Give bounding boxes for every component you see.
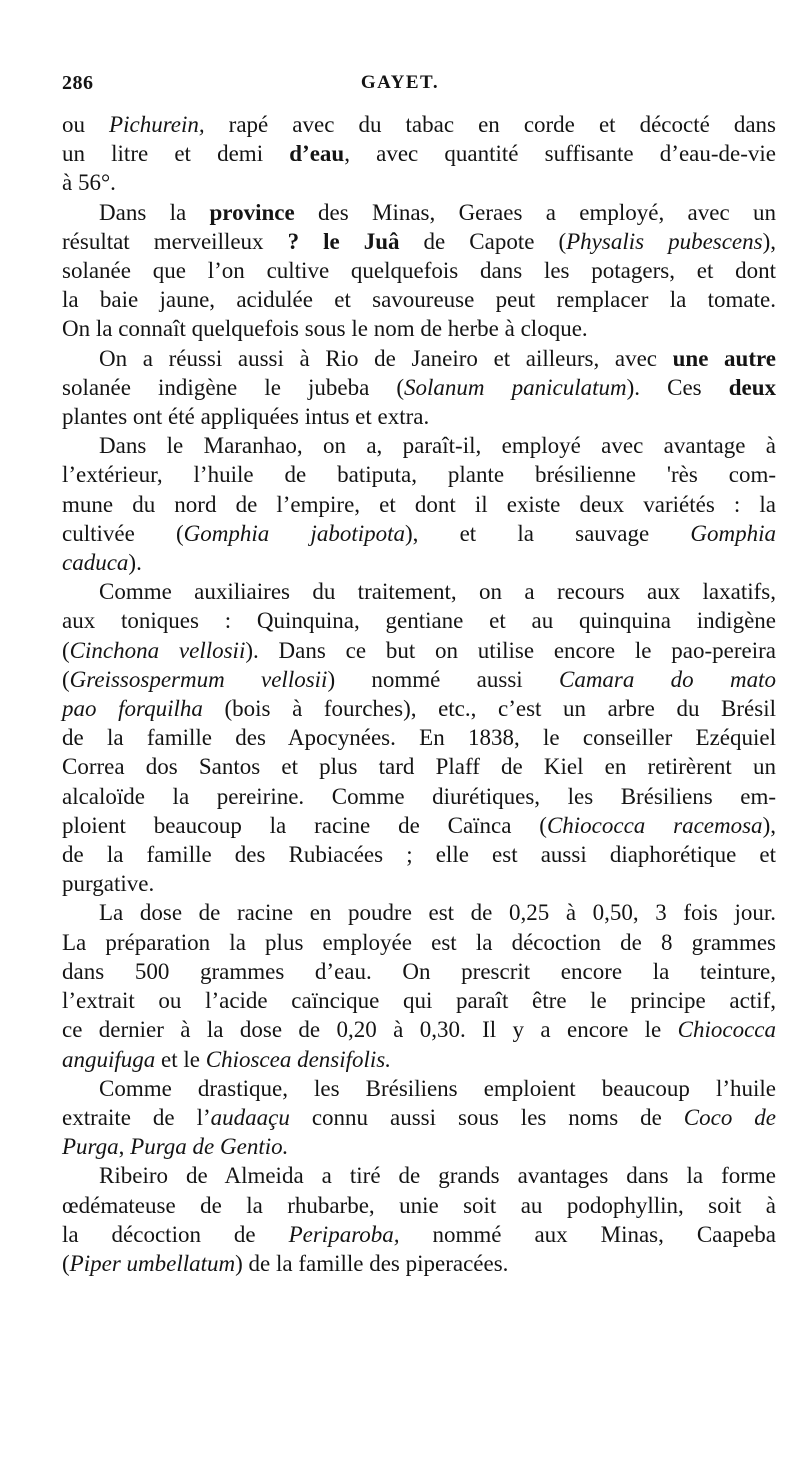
bold-text: deux (728, 374, 776, 400)
text-run: dans 500 grammes d’eau. On prescrit encore la teinture, (62, 958, 776, 984)
text-run: Dans le Maranhao, on a, paraît-il, employé avec avantage à (99, 433, 776, 459)
text-run: de la famille des Rubiacées ; elle est aussi diaphorétique et (62, 842, 776, 868)
text-line (62, 139, 776, 168)
text-run: Dans la (99, 199, 210, 225)
text-run: Correa dos Santos et plus tard Plaff de Kiel en retirèrent un (62, 754, 776, 780)
text-run: ). Dans ce but on utilise encore le pao-pereira (245, 637, 776, 663)
text-run: l’extrait ou l’acide caïncique qui paraît être le principe actif, (62, 988, 776, 1014)
text-run: cultivée ( (62, 520, 184, 546)
text-run: mune du nord de l’empire, et dont il existe deux variétés : la (62, 491, 776, 517)
text-line (62, 314, 776, 343)
text-run: ), (762, 228, 777, 254)
text-run: aux toniques : Quinquina, gentiane et au quinquina indigène (62, 608, 776, 634)
italic-text: Cinchona vellosii (69, 637, 246, 663)
text-line (62, 1103, 776, 1132)
text-run: solanée que l’on cultive quelquefois dans les potagers, et dont (62, 258, 776, 284)
italic-text: anguifuga (62, 1046, 156, 1072)
text-line (62, 577, 776, 606)
italic-text: Pichurein, (109, 112, 205, 137)
bold-text: province (209, 199, 295, 225)
text-line (62, 1249, 776, 1278)
text-run: nommé aux Minas, Caapeba (399, 1221, 776, 1247)
italic-text: Solanum paniculatum (404, 374, 627, 400)
text-line (62, 811, 776, 840)
italic-text: pao forquilha (62, 696, 203, 722)
text-run: ( (62, 666, 70, 692)
text-run: On a réussi aussi à Rio de Janeiro et ailleurs, avec (99, 345, 673, 371)
text-line (62, 782, 776, 811)
text-line (62, 606, 776, 635)
text-line (62, 986, 776, 1015)
text-run: ou (62, 112, 110, 137)
text-run: résultat merveilleux (62, 228, 288, 254)
text-line (62, 373, 776, 402)
text-run: rapé avec du tabac en corde et décocté dans (204, 112, 777, 137)
text-line (62, 752, 776, 781)
text-run: de la famille des Apocynées. En 1838, le conseiller Ezéquiel (62, 725, 776, 751)
bold-text: ? le Juâ (287, 228, 400, 254)
italic-text: Chiococca racemosa (546, 812, 763, 838)
text-run: solanée indigène le jubeba ( (62, 374, 405, 400)
italic-text: caduca (62, 550, 129, 576)
text-run: , (118, 1134, 131, 1160)
text-line (62, 1074, 776, 1103)
text-run: (bois à fourches), etc., c’est un arbre du Brésil (202, 696, 776, 722)
italic-text: Purga (62, 1134, 119, 1160)
text-line (62, 490, 776, 519)
text-run: , avec quantité suffisante d’eau-de-vie (344, 141, 776, 167)
text-line (62, 168, 776, 197)
text-line (62, 344, 776, 373)
text-line (62, 460, 776, 489)
text-line (62, 548, 776, 577)
text-line (62, 1161, 776, 1190)
text-run: Comme auxiliaires du traitement, on a recours aux laxatifs, (99, 579, 776, 605)
text-run: ( (62, 1250, 70, 1276)
text-line (62, 110, 776, 139)
text-run: des Minas, Geraes a employé, avec un (294, 199, 776, 225)
text-run: ). (128, 550, 142, 576)
text-run: de Capote ( (399, 228, 567, 254)
text-line (62, 928, 776, 957)
text-run: extraite de l’ (62, 1104, 211, 1130)
text-run: Ribeiro de Almeida a tiré de grands avantages dans la forme (99, 1163, 776, 1189)
italic-text: Gomphia (690, 520, 777, 546)
italic-text: Gomphia jabotipota (183, 520, 405, 546)
text-line (62, 869, 776, 898)
text-run: purgative. (62, 871, 155, 897)
text-line (62, 840, 776, 869)
italic-text: Periparoba, (288, 1221, 400, 1247)
text-run: œdémateuse de la rhubarbe, unie soit au podophyllin, soit à (62, 1192, 776, 1218)
text-run: ) nommé aussi (327, 666, 559, 692)
text-run: connu aussi sous les noms de (289, 1104, 684, 1130)
text-run: un litre et demi (62, 141, 290, 167)
text-line (62, 1220, 776, 1249)
text-line (62, 519, 776, 548)
text-line (62, 256, 776, 285)
italic-text: Purga de Gentio. (130, 1134, 289, 1160)
text-run: ), (762, 812, 776, 838)
text-line (62, 402, 776, 431)
text-line (62, 431, 776, 460)
italic-text: audaaçu (210, 1104, 290, 1130)
text-run: La préparation la plus employée est la décoction de 8 grammes (62, 929, 776, 955)
text-line (62, 227, 776, 256)
text-run: ) de la famille des piperacées. (235, 1250, 509, 1276)
italic-text: Coco de (683, 1104, 776, 1130)
text-run: la décoction de (62, 1221, 289, 1247)
text-run: ce dernier à la dose de 0,20 à 0,30. Il y a encore le (62, 1017, 678, 1043)
text-run: On la connaît quelquefois sous le nom de herbe à cloque. (62, 316, 588, 342)
text-line (62, 1191, 776, 1220)
text-run: ploient beaucoup la racine de Caïnca ( (62, 812, 547, 838)
text-run: et le (155, 1046, 206, 1072)
text-run: ( (62, 637, 70, 663)
text-run: alcaloïde la pereirine. Comme diurétiques, les Brésiliens em- (62, 783, 776, 809)
text-line (62, 198, 776, 227)
running-head: GAYET. (360, 72, 440, 93)
text-line (62, 285, 776, 314)
text-run: à 56°. (62, 170, 116, 196)
text-line (62, 1015, 776, 1044)
text-line (62, 636, 776, 665)
text-line (62, 1132, 776, 1161)
text-line (62, 1045, 776, 1074)
text-line (62, 898, 776, 927)
italic-text: Greissospermum vellosii (69, 666, 328, 692)
text-run: Comme drastique, les Brésiliens emploient beaucoup l’huile (99, 1075, 776, 1101)
bold-text: d’eau (289, 141, 345, 167)
text-run: plantes ont été appliquées intus et extra. (62, 404, 430, 430)
text-run: ), et la sauvage (405, 520, 691, 546)
page-header (62, 72, 738, 100)
text-run: ). Ces (626, 374, 729, 400)
bold-text: une autre (672, 345, 776, 371)
text-line (62, 723, 776, 752)
text-line (62, 694, 776, 723)
text-run: l’extérieur, l’huile de batiputa, plante brésilienne 'rès com- (62, 462, 776, 488)
text-run: La dose de racine en poudre est de 0,25 à 0,50, 3 fois jour. (99, 900, 776, 926)
text-run: la baie jaune, acidulée et savoureuse peut remplacer la tomate. (62, 287, 776, 313)
italic-text: Physalis pubescens (566, 228, 763, 254)
italic-text: Chiococca (677, 1017, 776, 1043)
italic-text: Camara do mato (558, 666, 776, 692)
italic-text: Piper umbellatum (69, 1250, 236, 1276)
text-line (62, 665, 776, 694)
italic-text: Chioscea densifolis. (205, 1046, 392, 1072)
page-number: 286 (62, 72, 94, 94)
body-text (62, 110, 776, 1278)
text-line (62, 957, 776, 986)
